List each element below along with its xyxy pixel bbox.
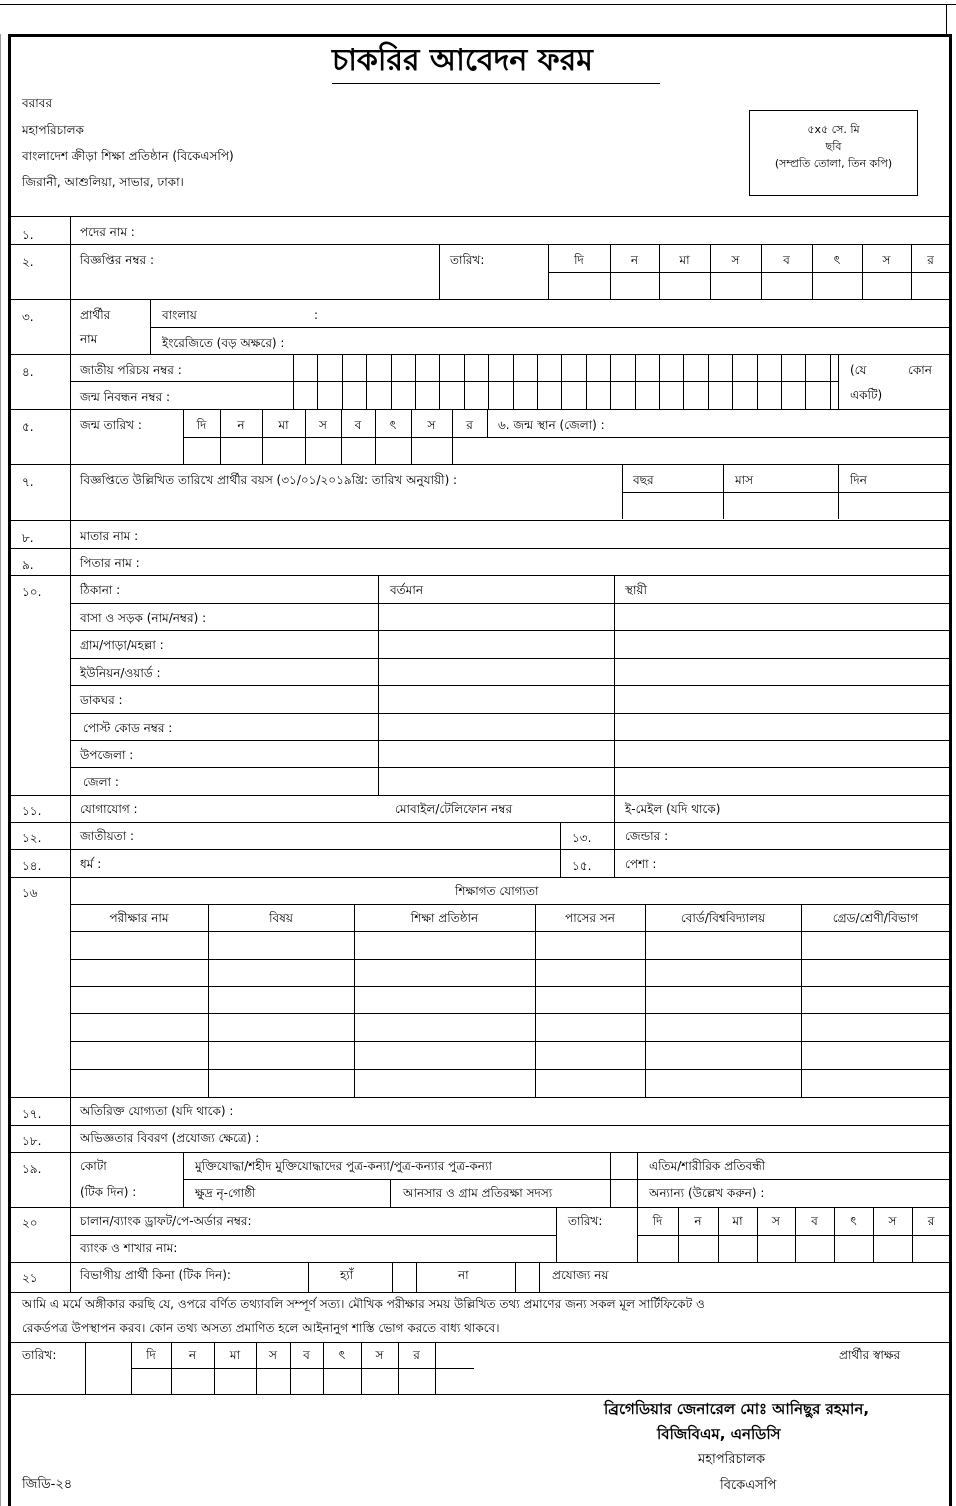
form-title: চাকরির আবেদন ফরম [332, 43, 593, 78]
dob-cell-label: স [427, 418, 436, 432]
grid-line [70, 1013, 950, 1014]
signatory-degree: বিজিবিএম, এনডিসি [657, 1425, 781, 1443]
address-line-4: জিরানী, আশুলিয়া, সাভার, ঢাকা। [22, 175, 184, 189]
payment-date-cell-label: দি [652, 1214, 663, 1228]
sign-date-cell-label: মা [229, 1348, 241, 1362]
quota-ethnic-minority: ক্ষুদ্র নৃ-গোষ্ঠী [195, 1186, 256, 1200]
grid-line [586, 354, 587, 409]
dob-cell-label: ৎ [389, 418, 397, 432]
grid-line [70, 1069, 950, 1070]
form-code: জিডি-২৪ [22, 1477, 73, 1492]
rule [838, 354, 839, 409]
rule [539, 1262, 540, 1292]
dob-cell-label: র [466, 418, 473, 432]
permanent-address-label: স্থায়ী [625, 583, 647, 597]
payment-date-cell-label: ন [694, 1214, 702, 1228]
rule [10, 1207, 950, 1208]
sign-date-label: তারিখ: [22, 1348, 57, 1362]
quota-label-1: কোটা [80, 1159, 107, 1173]
signatory-org: বিকেএসপি [720, 1478, 777, 1493]
name-bangla-label: বাংলায় [162, 308, 197, 322]
row13-num: ১৩. [572, 831, 592, 845]
age-year: বছর [633, 473, 654, 487]
row3-num: ৩. [22, 310, 34, 324]
mother-name-label: মাতার নাম : [80, 529, 139, 543]
payment-date-cell-label: ৎ [850, 1214, 857, 1228]
grid-line [293, 354, 294, 409]
education-column-header: বিষয় [269, 911, 293, 925]
dob-cell-label: দি [196, 418, 207, 432]
payment-date-cell-label: স [772, 1214, 780, 1228]
rule [131, 1368, 474, 1369]
grid-line [70, 658, 950, 659]
address-label: ঠিকানা : [80, 583, 121, 597]
education-title: শিক্ষাগত যোগ্যতা [455, 884, 539, 898]
num-col-line [70, 216, 71, 1292]
quota-freedom-fighter: মুক্তিযোদ্ধা/শহীদ মুক্তিযোদ্ধাদের পুত্র-কন্যা/পুত্র-কন্যার পুত্র-কন্যা [195, 1159, 492, 1173]
photo-box[interactable] [749, 110, 918, 196]
email-label: ই-মেইল (যদি থাকে) [625, 802, 721, 816]
frame-left [8, 34, 11, 1506]
rule [10, 244, 950, 245]
row20-num: ২০ [22, 1216, 38, 1230]
departmental-label: বিভাগীয় প্রার্থী কিনা (টিক দিন): [80, 1268, 231, 1282]
payment-date-cell-label: ব [811, 1214, 818, 1228]
grid-line [610, 354, 611, 409]
rule [150, 327, 950, 328]
grid-line [70, 630, 950, 631]
quota-ansar-vdp: আনসার ও গ্রাম প্রতিরক্ষা সদস্য [403, 1186, 553, 1200]
sign-date-cell-label: ব [303, 1348, 310, 1362]
row10-num: ১০. [22, 585, 42, 599]
education-column-header: বোর্ড/বিশ্ববিদ্যালয় [680, 911, 766, 925]
rule [10, 849, 950, 850]
payment-date-cell-label: স [888, 1214, 897, 1228]
row14-num: ১৪. [22, 859, 42, 873]
rule [70, 1235, 556, 1236]
rule [10, 1394, 950, 1395]
date-cell-label: স [731, 253, 740, 267]
rule [70, 381, 838, 382]
grid-line [537, 354, 538, 409]
row20-date-label: তারিখ: [568, 1214, 603, 1228]
education-column-header: পরীক্ষার নাম [109, 911, 169, 925]
date-cell-label: ৎ [833, 253, 841, 267]
rule [515, 1262, 516, 1292]
address-row-label: জেলা : [83, 775, 119, 789]
rule [10, 548, 950, 549]
rule [637, 1152, 638, 1207]
dob-label: জন্ম তারিখ : [80, 418, 142, 432]
present-address-label: বর্তমান [390, 583, 423, 597]
grid-line [561, 354, 562, 409]
signatory-name: ব্রিগেডিয়ার জেনারেল মোঃ আনিছুর রহমান, [604, 1400, 870, 1418]
rule [637, 1235, 950, 1236]
dob-cell-label: স [319, 418, 327, 432]
one-of-note-2: কোন [908, 363, 932, 377]
row17-num: ১৭. [22, 1107, 42, 1121]
photo-note: (সম্প্রতি তোলা, তিন কপি) [774, 157, 893, 170]
dob-cell-label: মা [278, 418, 289, 432]
birth-reg-label: জন্ম নিবন্ধন নম্বর : [80, 390, 171, 404]
address-row-label: উপজেলা : [80, 748, 134, 762]
frame-top [8, 34, 952, 37]
name-english-label: ইংরেজিতে (বড় অক্ষরে) : [162, 336, 285, 350]
dob-cell-label: ন [237, 418, 245, 432]
address-line-2: মহাপরিচালক [22, 123, 84, 137]
experience-label: অভিজ্ঞতার বিবরণ (প্রযোজ্য ক্ষেত্রে) : [80, 1131, 260, 1145]
rule [10, 1125, 950, 1126]
birthplace-label: ৬. জন্ম স্থান (জেলা) : [498, 418, 605, 432]
age-day: দিন [850, 473, 867, 487]
row16-num: ১৬ [22, 886, 38, 900]
grid-line [70, 740, 950, 741]
grid-line [635, 354, 636, 409]
occupation-label: পেশা : [625, 857, 657, 871]
rule [183, 437, 950, 438]
photo-size: ৫x৫ সে. মি [807, 123, 860, 136]
date-cell-label: র [927, 253, 934, 267]
grid-line [70, 685, 950, 686]
education-column-header: শিক্ষা প্রতিষ্ঠান [410, 911, 479, 925]
extra-qualification-label: অতিরিক্ত যোগ্যতা (যদি থাকে) : [80, 1104, 234, 1118]
rule [10, 464, 950, 465]
page-edge [0, 34, 1, 1506]
date-cell-label: মা [679, 253, 690, 267]
sign-date-cell-label: স [375, 1348, 384, 1362]
education-column-header: পাসের সন [565, 911, 615, 925]
rule [85, 1342, 86, 1394]
grid-line [391, 354, 392, 409]
phone-label: মোবাইল/টেলিফোন নম্বর [395, 802, 513, 816]
applicant-label-2: নাম [80, 332, 98, 346]
challan-label: চালান/ব্যাংক ড্রাফট/পে-অর্ডার নম্বর: [80, 1214, 252, 1228]
grid-line [487, 409, 488, 437]
address-row-label: ইউনিয়ন/ওয়ার্ড : [80, 666, 161, 680]
rule [439, 244, 440, 299]
grid-line [70, 767, 950, 768]
rule [183, 1179, 950, 1180]
grid-line [366, 354, 367, 409]
signature-label: প্রার্থীর স্বাক্ষর [839, 1348, 901, 1362]
rule [416, 1262, 417, 1292]
post-name-label: পদের নাম : [80, 225, 135, 239]
row18-num: ১৮. [22, 1134, 42, 1148]
top-border [0, 4, 956, 5]
dob-cell-label: ব [354, 418, 362, 432]
applicant-label-1: প্রার্থীর [80, 308, 111, 322]
payment-date-cell-label: র [927, 1214, 935, 1228]
rule [10, 299, 950, 300]
row12-num: ১২. [22, 831, 42, 845]
age-month: মাস [735, 473, 754, 487]
date-cell-label: স [882, 253, 891, 267]
grid-line [439, 354, 440, 409]
row21-num: ২১ [22, 1271, 38, 1285]
grid-line [683, 354, 684, 409]
sign-date-cell-label: দি [146, 1348, 156, 1362]
address-row-label: ডাকঘর : [80, 693, 123, 707]
quota-orphan-disabled: এতিম/শারীরিক প্রতিবন্ধী [649, 1159, 766, 1173]
education-column-header: গ্রেড/শ্রেণী/বিভাগ [832, 911, 919, 925]
row2-date-label: তারিখ: [450, 253, 485, 267]
title-underline [332, 83, 660, 84]
option-no: না [458, 1268, 469, 1282]
grid-line [415, 354, 416, 409]
grid-line [70, 603, 950, 604]
nationality-label: জাতীয়তা : [80, 829, 135, 843]
payment-date-cell-label: মা [732, 1214, 743, 1228]
rule [70, 904, 950, 905]
address-line-3: বাংলাদেশ ক্রীড়া শিক্ষা প্রতিষ্ঠান (বিকেএসপি) [22, 149, 234, 163]
top-right-border [946, 4, 947, 35]
quota-others: অন্যান্য (উল্লেখ করুন) : [649, 1186, 765, 1200]
grid-line [70, 931, 950, 932]
row1-num: ১. [22, 228, 34, 242]
date-cell-label: দি [574, 253, 584, 267]
option-yes: হ্যাঁ [340, 1268, 354, 1282]
religion-label: ধর্ম : [80, 857, 102, 871]
rule [390, 1179, 391, 1207]
gender-label: জেন্ডার : [625, 829, 669, 843]
grid-line [70, 713, 950, 714]
grid-line [732, 354, 733, 409]
rule [10, 216, 950, 217]
rule [10, 520, 950, 521]
sign-date-cell-label: র [413, 1348, 420, 1362]
address-row-label: পোস্ট কোড নম্বর : [83, 721, 173, 735]
row2-num: ২. [22, 255, 34, 269]
date-cell-label: ন [630, 253, 639, 267]
sign-date-cell-label: ন [188, 1348, 197, 1362]
rule [548, 272, 950, 273]
rule [10, 1292, 950, 1293]
name-bangla-colon: : [314, 308, 319, 322]
declaration-line-2: রেকর্ডপত্র উপস্থাপন করব। কোন তথ্য অসত্য প্রমাণিত হলে আইনানুগ শাস্তি ভোগ করতে বাধ্য থাকবে। [22, 1321, 500, 1335]
rule [10, 822, 950, 823]
grid-line [70, 1041, 950, 1042]
rule [10, 409, 950, 410]
option-not-applicable: প্রযোজ্য নয় [552, 1268, 609, 1282]
row7-num: ৭. [22, 475, 34, 489]
address-row-label: বাসা ও সড়ক (নাম/নম্বর) : [80, 611, 207, 625]
date-cell-label: ব [783, 253, 790, 267]
contact-label: যোগাযোগ : [80, 802, 138, 816]
row19-num: ১৯. [22, 1162, 42, 1176]
row9-num: ৯. [22, 558, 34, 572]
quota-label-2: (টিক দিন) : [80, 1185, 137, 1199]
rule [392, 1262, 393, 1292]
grid-line [70, 986, 950, 987]
declaration-line-1: আমি এ মর্মে অঙ্গীকার করছি যে, ওপরে বর্ণিত তথ্যাবলি সম্পূর্ণ সত্য। মৌখিক পরীক্ষার সময় উল্লিখিত তথ্য প্রমাণের জন্য সকল মূল সার্টিফিকেট ও [22, 1297, 705, 1311]
sign-date-cell-label: স [269, 1348, 277, 1362]
rule [614, 575, 615, 822]
rule [308, 1262, 309, 1292]
grid-line [659, 354, 660, 409]
sign-date-cell-label: ৎ [338, 1348, 346, 1362]
rule [10, 1097, 950, 1098]
rule [10, 1262, 950, 1263]
grid-line [342, 354, 343, 409]
age-label: বিজ্ঞপ্তিতে উল্লিখিত তারিখে প্রার্থীর বয়স (৩১/০১/২০১৯খ্রি: তারিখ অনুযায়ী) : [80, 473, 458, 487]
rule [556, 1207, 557, 1262]
signatory-title: মহাপরিচালক [698, 1452, 766, 1467]
grid-line [757, 354, 758, 409]
rule [610, 1152, 611, 1207]
row4-num: ৪. [22, 365, 34, 379]
bank-branch-label: ব্যাংক ও শাখার নাম: [80, 1241, 178, 1255]
row8-num: ৮. [22, 531, 34, 545]
grid-line [708, 354, 709, 409]
rule [10, 877, 950, 878]
rule [10, 1342, 950, 1343]
address-row-label: গ্রাম/পাড়া/মহল্লা : [80, 638, 164, 652]
grid-line [70, 959, 950, 960]
row15-num: ১৫. [572, 859, 592, 873]
row11-num: ১১. [22, 804, 42, 818]
father-name-label: পিতার নাম : [80, 556, 140, 570]
rule [622, 492, 950, 493]
rule [10, 1152, 950, 1153]
address-line-1: বরাবর [22, 96, 53, 110]
rule [10, 575, 950, 576]
grid-line [464, 354, 465, 409]
nid-label: জাতীয় পরিচয় নম্বর : [80, 363, 182, 377]
circular-no-label: বিজ্ঞপ্তির নম্বর : [80, 253, 154, 267]
rule [10, 795, 950, 796]
grid-line [488, 354, 489, 409]
one-of-note-1: (যে [850, 363, 867, 377]
one-of-note-3: একটি) [850, 388, 883, 402]
row5-num: ৫. [22, 420, 34, 434]
grid-line [513, 354, 514, 409]
rule [10, 354, 950, 355]
grid-line [805, 354, 806, 409]
grid-line [781, 354, 782, 409]
grid-line [317, 354, 318, 409]
photo-label: ছবি [825, 140, 842, 153]
grid-line [830, 354, 831, 409]
